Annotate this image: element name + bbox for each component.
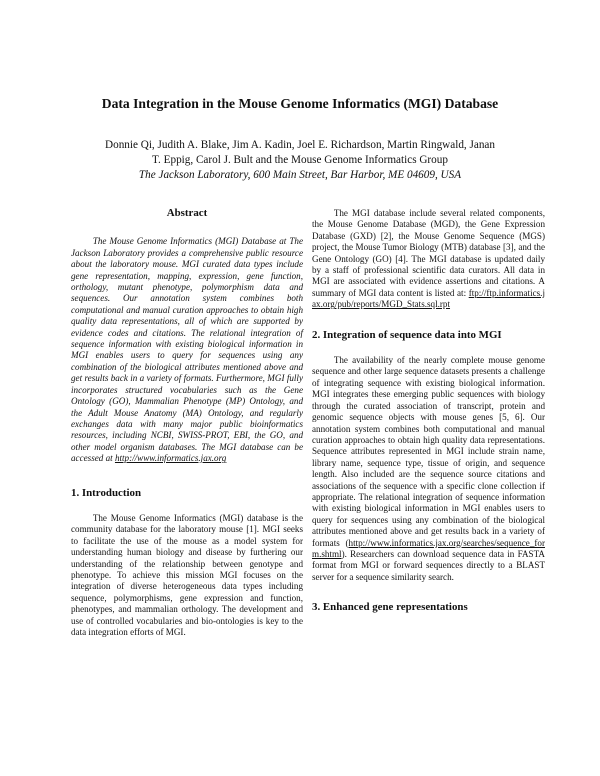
author-line-2: T. Eppig, Carol J. Bult and the Mouse Genome Informatics Group bbox=[152, 154, 448, 166]
section2-text-after: ). Researchers can download sequence data in FASTA format from MGI or forward sequences directly to a BLAST server for a sequence similarity search. bbox=[312, 548, 545, 582]
author-list bbox=[60, 138, 540, 168]
affiliation: The Jackson Laboratory, 600 Main Street, Bar Harbor, ME 04609, USA bbox=[138, 169, 462, 181]
section2-text-before: The availability of the nearly complete mouse genome sequence and other large sequence datasets presents a challenge of integrating sequence with existing biological information. MGI integrates these emerging public sequences with biology through the curated association of transcript, protein and genomic sequence objects with mouse genes [5, 6]. Our annotation system combines both computational and manual curation approaches to obtain high quality data representations. Sequence attributes represented in MGI include strain name, library name, sequence type, tissue of origin, and sequence length. Also included are the sequence source citations and associations of the sequence with a specific clone collection if appropriate. The relational integration of sequence information with existing biological information in MGI enables users to query for sequences using any combination of the biological attributes mentioned above and get results back in a variety of formats ( bbox=[312, 355, 545, 548]
section2-heading: 2. Integration of sequence data into MGI bbox=[312, 328, 502, 341]
abstract-url-link[interactable]: http://www.informatics.jax.org bbox=[114, 453, 227, 464]
intro-heading: 1. Introduction bbox=[71, 486, 141, 499]
stats-url-link[interactable]: ftp://ftp.informatics.jax.org/pub/reports/MGD_Stats.sql.rpt bbox=[312, 287, 545, 310]
left-column bbox=[71, 208, 303, 638]
section2-body bbox=[312, 355, 545, 583]
abstract-text: The Mouse Genome Informatics (MGI) Database at The Jackson Laboratory provides a comprehensive public resource about the laboratory mouse. MGI curated data types include gene representation, mapping, expression, gene function, orthology, mutant phenotype, polymorphism data and sequences. Our annotation system combines both computational and manual curation approaches to obtain high quality data representations, all of which are supported by evidence codes and citations. The relational integration of sequence information with existing biological information in MGI enables users to query for sequences using any combination of the biological attributes mentioned above and get results back in a variety of formats. Furthermore, MGI fully incorporates structured vocabularies such as the Gene Ontology (GO), Mammalian Phenotype (MP) Ontology, and the Adult Mouse Anatomy (MA) Ontology, and regularly exchanges data with many major public bioinformatics resources, including NCBI, SWISS-PROT, EBI, the GO, and other model organism databases. The MGI database can be accessed at bbox=[71, 236, 303, 464]
paper-title: Data Integration in the Mouse Genome Informatics (MGI) Database bbox=[101, 96, 499, 111]
components-paragraph bbox=[312, 208, 545, 311]
abstract-heading: Abstract bbox=[166, 207, 208, 219]
right-column bbox=[312, 208, 545, 628]
abstract-body bbox=[71, 236, 303, 464]
intro-body: The Mouse Genome Informatics (MGI) database is the community database for the laboratory mouse [1]. MGI seeks to facilitate the use of the mouse as a model system for understanding human biology and disease by furthering our understanding of the relationship between genotype and phenotype. To achieve this mission MGI focuses on the integration of diverse heterogeneous data types including sequence, polymorphisms, gene expression and function, phenotypes, and mammalian orthology. The development and use of controlled vocabularies and bio-ontologies is key to the data integration efforts of MGI. bbox=[71, 512, 303, 637]
components-text: The MGI database include several related components, the Mouse Genome Database (MGD), the Gene Expression Database (GXD) [2], the Mouse Genome Sequence (MGS) project, the Mouse Tumor Biology (MTB) database [3], and the Gene Ontology (GO) [4]. The MGI database is updated daily by a staff of professional scientific data curators. All data in MGI are associated with evidence assertions and citations. A summary of MGI data content is listed at: bbox=[312, 208, 545, 298]
section3-heading: 3. Enhanced gene representations bbox=[312, 601, 468, 614]
sequence-form-url-link[interactable]: http://www.informatics.jax.org/searches/sequence_form.shtml bbox=[312, 537, 545, 559]
author-line-1: Donnie Qi, Judith A. Blake, Jim A. Kadin, Joel E. Richardson, Martin Ringwald, Janan bbox=[105, 139, 495, 151]
